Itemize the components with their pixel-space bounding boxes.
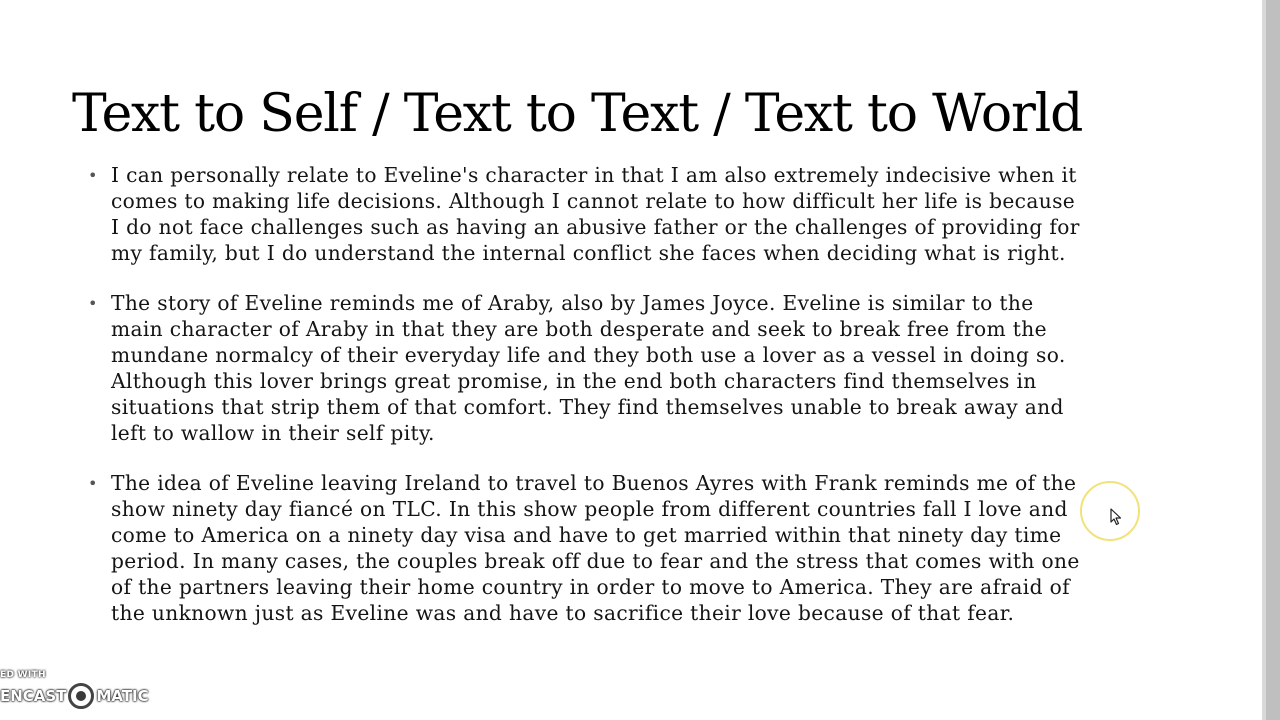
slide-title: Text to Self / Text to Text / Text to World: [72, 84, 1083, 144]
screencast-watermark: [0, 668, 160, 720]
bullet-icon: •: [88, 294, 98, 313]
bullet-icon: •: [88, 166, 98, 185]
window-edge: [1262, 0, 1280, 720]
watermark-brand-left: ENCAST: [0, 687, 67, 705]
bullet-item-text-to-world: [88, 470, 1088, 626]
mouse-pointer-icon: [1110, 508, 1122, 526]
bullet-item-text-to-self: [88, 162, 1088, 266]
bullet-item-text-to-text: [88, 290, 1088, 446]
bullet-list: [88, 162, 1088, 650]
bullet-text: The idea of Eveline leaving Ireland to travel to Buenos Ayres with Frank reminds me of the show ninety day fiancé on TLC. In this show people from different countries fall I love and come to America on a ninety day visa and have to get married within that ninety day time period. In many cases, the couples break off due to fear and the stress that comes with one of the partners leaving their home country in order to move to America. They are afraid of the unknown just as Eveline was and have to sacrifice their love because of that fear.: [111, 471, 1080, 625]
screencast-o-matic-logo-icon: [68, 683, 94, 709]
bullet-icon: •: [88, 474, 98, 493]
watermark-brand: [0, 683, 149, 709]
watermark-brand-right: MATIC: [96, 687, 149, 705]
watermark-caption: ED WITH: [0, 670, 46, 680]
bullet-text: The story of Eveline reminds me of Araby, also by James Joyce. Eveline is similar to the main character of Araby in that they are both desperate and seek to break free from the mundane normalcy of their everyday life and they both use a lover as a vessel in doing so. Although this lover brings great promise, in the end both characters find themselves in situations that strip them of that comfort. They find themselves unable to break away and left to wallow in their self pity.: [111, 291, 1066, 445]
bullet-text: I can personally relate to Eveline's character in that I am also extremely indecisive when it comes to making life decisions. Although I cannot relate to how difficult her life is because I do not face challenges such as having an abusive father or the challenges of providing for my family, but I do understand the internal conflict she faces when deciding what is right.: [111, 163, 1080, 265]
